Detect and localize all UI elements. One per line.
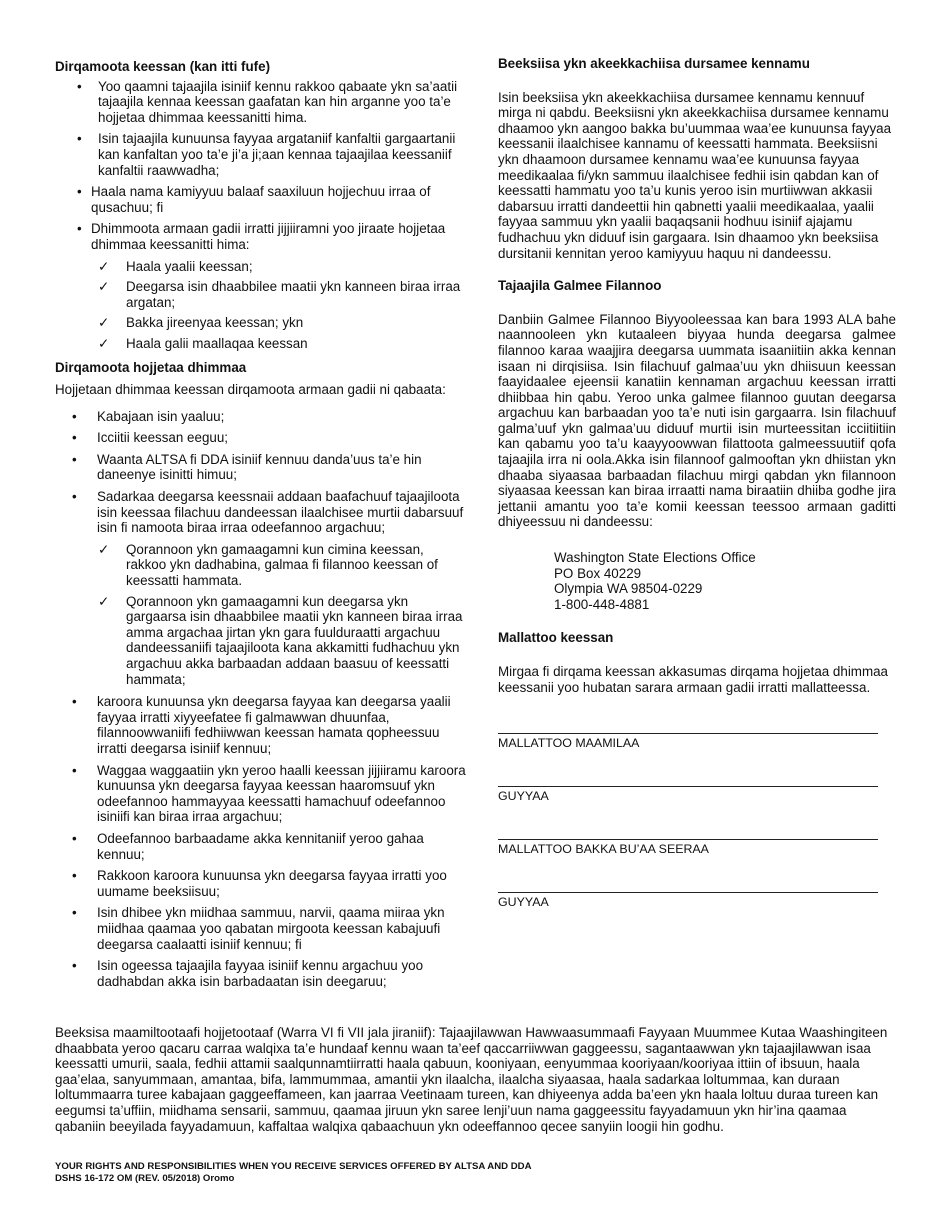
bullet-icon: •	[72, 868, 77, 884]
representative-date-line[interactable]: GUYYAA	[498, 892, 878, 931]
bullet-icon: •	[77, 78, 82, 94]
signatures-body: Mirgaa fi dirqama keessan akkasumas dirqama hojjetaa dhimmaa keessanii yoo hubatan sarara armaan gadii irratti mallatteessa.	[498, 664, 889, 695]
voter-registration-heading: Tajaajila Galmee Filannoo	[498, 278, 662, 294]
list-item-text: Sadarkaa deegarsa keessnaii addaan baafachuuf tajaajiloota isin keessaa filachuu dandeessan ilaalchisee murtii dabarsuuf isin fi namoota biraa irraa odeefannoo argachuu;	[97, 489, 464, 536]
client-signature-line[interactable]: MALLATTOO MAAMILAA	[498, 733, 878, 772]
checkmark-icon: ✓	[98, 315, 110, 331]
address-phone: 1-800-448-4881	[554, 596, 650, 612]
list-item-text: Yoo qaamni tajaajila isiniif kennu rakkoo qabaate ykn sa’aatii tajaajila kennaa keessan gaafatan kan hin arganne yoo ta’e hojjetaa dhimmaa keessanitti hima.	[98, 78, 458, 125]
left-column	[55, 59, 467, 995]
rights-continued-heading: Dirqamoota keessan (kan itti fufe)	[55, 59, 271, 74]
list-item	[55, 452, 467, 483]
case-manager-intro: Hojjetaan dhimmaa keessan dirqamoota armaan gadii ni qabaata:	[55, 382, 446, 398]
bullet-icon: •	[77, 221, 82, 237]
right-column	[498, 56, 896, 931]
address-line: Olympia WA 98504-0229	[554, 581, 703, 597]
bullet-icon: •	[72, 762, 77, 778]
signatures-heading: Mallattoo keessan	[498, 630, 614, 646]
check-item	[55, 336, 467, 352]
voter-registration-body: Danbiin Galmee Filannoo Biyyooleessaa kan bara 1993 ALA bahe naannooleen ykn kutaaleen biyyaa hunda deegarsa galmee filannoo karaa waajjira deegarsa uummata isaaniitiin akka kennan isaan ni dirqisiisa. Isin filachuuf galmaa’uu ykn dhiisuun keessan faayidaalee ejeensii kanatiin kennaman argachuu keessan irratti dhiibbaa hin qabu. Yeroo unka galmee filannoo guutan deegarsa argachuu kan barbaadan yoo ta’e nuti isin gargaarra. Isin filachuuf galma’uuf ykn galmaa’uu diduuf murtii isin murteessitan icciitiitiin kan qabamu yoo ta’u kaayyoowwan filattoota galmeessuutiif qofa tajaajila irra ni oola.Akka isin filannoof galmooftan ykn dhiistan ykn dhaaba siyaasaa barbaadan filachuu mirgi qabdan ykn filannoon siyaasaa keessan kan biraa irraatti nama biraatiin dhiiba godhe jira jettanii amantu yoo ta’e komii keessan teessoo armaan gaditti dhiyeessuu ni dandeessu:	[498, 311, 896, 530]
case-manager-heading: Dirqamoota hojjetaa dhimmaa	[55, 359, 247, 375]
check-item-text: Deegarsa isin dhaabbilee maatii ykn kanneen biraa irraa argatan;	[126, 279, 461, 310]
form-title: YOUR RIGHTS AND RESPONSIBILITIES WHEN YOU RECEIVE SERVICES OFFERED BY ALTSA AND DDA	[55, 1161, 532, 1172]
list-item-text: Kabajaan isin yaaluu;	[97, 408, 225, 424]
bullet-icon: •	[72, 694, 77, 710]
list-item-text: Dhimmoota armaan gadii irratti jijjiiramni yoo jiraate hojjetaa dhimmaa keessanitti hima:	[91, 221, 446, 252]
address-line: Washington State Elections Office	[554, 550, 756, 566]
list-item	[55, 131, 467, 178]
client-date-line[interactable]: GUYYAA	[498, 786, 878, 825]
list-item	[55, 184, 467, 215]
check-item-text: Bakka jireenyaa keessan; ykn	[126, 315, 304, 331]
list-item	[55, 79, 467, 126]
check-item	[55, 259, 467, 275]
form-number: DSHS 16-172 OM (REV. 05/2018) Oromo	[55, 1172, 235, 1184]
list-item	[55, 489, 467, 536]
list-item-text: Isin dhibee ykn miidhaa sammuu, narvii, qaama miiraa ykn miidhaa qaamaa yoo qabatan mirgoota keessan kabajuufi deegarsa caalaatti isiniif kennuu; fi	[97, 905, 445, 952]
checkmark-icon: ✓	[98, 541, 110, 557]
bullet-icon: •	[72, 408, 77, 424]
list-item-text: Rakkoon karoora kunuunsa ykn deegarsa fayyaa irratti yoo uumame beeksiisuu;	[97, 868, 447, 899]
checkmark-icon: ✓	[98, 593, 110, 609]
check-item	[55, 279, 467, 310]
list-item	[55, 763, 467, 825]
nondiscrimination-notice: Beeksisa maamiltootaafi hojjetootaaf (Warra VI fi VII jala jiraniif): Tajaajilawwan Hawwaasummaafi Fayyaan Muummee Kutaa Waashingiteen dhaabbata yeroo qacaru carraa walqixa ta’e hundaaf kennu waan ta’eef qaccarriiwwan gaggeessu, sagantaawwan ykn tajaajilawwan isaa keessatti umurii, saala, fedhii attamii saalqunnamtiirratti haala qabuun, kooniyaan, eenyummaa kooriyaan/kooriyaa ittiin of ibsuun, haala gaa’elaa, sanyummaan, amantaa, bifa, lammummaa, amantii ykn ilaalcha, ilaalcha siyaasaa, haala sadarkaa loltummaa, kan duraan loltummaarra turee kabajaan gaggeeffameen, kan jaarraa Veetinaam tureen, kan dhiyeenya adda ba’een ykn haala loltuu duraa tureen kan eegumsi ta’uffiin, miidhama sensarii, sammuu, qaamaa jiruun ykn saree lenji’uun nama gaggeessitu fayyadamuun ykn hir’ina qaamaa qabaniin beeyilada fayyadamuun, kaffaltaa walqixa qabaachuun ykn odeeffannoo qecee sanyiin loogii hin godhu.	[55, 1025, 888, 1134]
form-footer	[55, 1161, 655, 1184]
list-item-text: Waggaa waggaatiin ykn yeroo haalli keessan jijjiiramu karoora kunuunsa ykn deegarsa fayyaa keessan haaromsuuf ykn odeefannoo hammayyaa keessatti hamachuuf odeefannoo isiniifi kan biraa irraa argachuu;	[97, 762, 466, 825]
list-item	[55, 430, 467, 446]
list-item	[55, 958, 467, 989]
list-item-text: Waanta ALTSA fi DDA isiniif kennuu danda’uus ta’e hin daneenye isinitti himuu;	[97, 451, 422, 483]
list-item	[55, 868, 467, 899]
list-item-text: Odeefannoo barbaadame akka kennitaniif yeroo gahaa kennuu;	[97, 830, 424, 862]
bullet-icon: •	[77, 131, 82, 147]
list-item	[55, 831, 467, 862]
representative-signature-line[interactable]: MALLATTOO BAKKA BU’AA SEERAA	[498, 839, 878, 878]
checkmark-icon: ✓	[98, 258, 110, 274]
bullet-icon: •	[72, 451, 77, 467]
check-item	[55, 315, 467, 331]
bullet-icon: •	[72, 830, 77, 846]
elections-office-address	[498, 550, 896, 612]
advance-directive-body: Isin beeksiisa ykn akeekkachiisa dursamee kennamu kennuuf mirga ni qabdu. Beeksiisni ykn akeekkachiisa dursamee kennamu dhaamoo ykn aangoo bakka bu’uummaa waa’ee kunuunsa fayyaa keessanii ilaalchisee kannamu of keessatti hammata. Beeksiisni ykn dhaamoon dursamee kennamu waa’ee kunuunsa fayyaa meedikaalaa fi/ykn sammuu ilaalchisee fedhii isin qabdan kan of keessatti hammatu yoo ta’u kunis yeroo isin murtiiwwan akkasii dabarsuu irratti dandeettii hin qabnetti yaalii meedikaalaa, yaalii fayyaa sammuu ykn yaalii baqaqsanii hodhuu isiniif ajajamu fudhachuu ykn diduuf isin gargaara. Isin dhaamoo ykn beeksiisa dursitanii kennitan yeroo kamiyyuu haquu ni dandeessu.	[498, 89, 892, 261]
list-item	[55, 694, 467, 756]
bullet-icon: •	[72, 430, 77, 446]
check-item-text: Qorannoon ykn gamaagamni kun deegarsa ykn gargaarsa isin dhaabbilee maatii ykn kanneen biraa irraa amma argachaa jirtan ykn gara fuulduraatti argachuu dandeessaniifi tajaajiloota kana akkamitti fudhachuu ykn argachuu akka barbaadan addaan baasuu of keessatti hammata;	[126, 593, 463, 687]
list-item	[55, 221, 467, 252]
advance-directive-heading: Beeksiisa ykn akeekkachiisa dursamee kennamu	[498, 56, 810, 71]
list-item-text: Icciitii keessan eeguu;	[97, 430, 229, 446]
list-item-text: karoora kunuunsa ykn deegarsa fayyaa kan deegarsa yaalii fayyaa irratti xiyyeefatee fi galmawwan dhuunfaa, filannoowwaniifi fedhiiwwan keessan hamata qopheessuu irratti deegarsa isiniif kennuu;	[97, 694, 451, 756]
address-line: PO Box 40229	[554, 565, 642, 581]
signature-block	[498, 733, 896, 931]
checkmark-icon: ✓	[98, 335, 110, 351]
list-item	[55, 905, 467, 952]
bullet-icon: •	[72, 489, 77, 505]
list-item-text: Haala nama kamiyyuu balaaf saaxiluun hojjechuu irraa of qusachuu; fi	[91, 184, 431, 215]
checkmark-icon: ✓	[98, 279, 110, 295]
list-item-text: Isin ogeessa tajaajila fayyaa isiniif kennu argachuu yoo dadhabdan akka isin barbadaatan isin deegaruu;	[97, 958, 424, 989]
check-item	[55, 594, 467, 688]
bullet-icon: •	[72, 958, 77, 974]
check-item	[55, 542, 467, 589]
bullet-icon: •	[77, 184, 82, 200]
bullet-icon: •	[72, 905, 77, 921]
check-item-text: Haala galii maallaqaa keessan	[126, 335, 308, 351]
list-item	[55, 409, 467, 425]
check-item-text: Haala yaalii keessan;	[126, 258, 253, 274]
list-item-text: Isin tajaajila kunuunsa fayyaa argataniif kanfaltii gargaartanii kan kanfaltan yoo ta’e ji’a ji;aan kennaa tajaajilaa keessaniif kanfaltii raawwadha;	[98, 131, 456, 178]
check-item-text: Qorannoon ykn gamaagamni kun cimina keessan, rakkoo ykn dadhabina, galmaa fi filannoo keessan of keessatti hammata.	[126, 541, 438, 589]
